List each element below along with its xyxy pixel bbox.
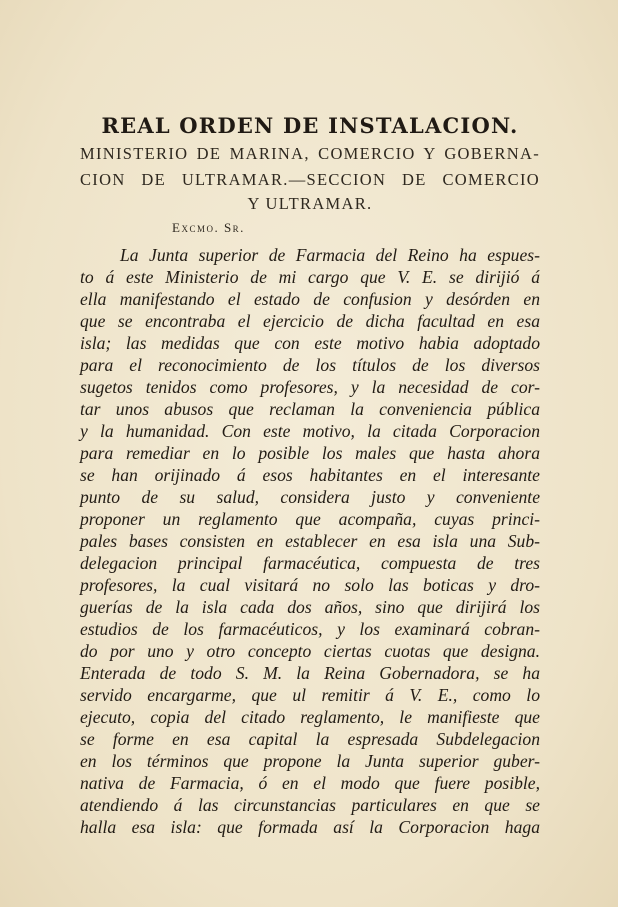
body-line: isla; las medidas que con este motivo habia adoptado [80,333,540,353]
body-line: para remediar en lo posible los males que hasta ahora [80,443,540,463]
body-line: que se encontraba el ejercicio de dicha facultad en esa [80,311,540,331]
salutation: Excmo. Sr. [172,220,245,235]
heading-line: CION DE ULTRAMAR.—SECCION DE COMERCIO [80,170,540,189]
body-line: do por uno y otro concepto ciertas cuotas que designa. [80,641,540,661]
body-line: punto de su salud, considera justo y conveniente [80,487,540,507]
body-line: delegacion principal farmacéutica, compuesta de tres [80,553,540,573]
body-line: to á este Ministerio de mi cargo que V. E. se dirijió á [80,267,540,287]
body-line: atendiendo á las circunstancias particulares en que se [80,795,540,815]
body-line: y la humanidad. Con este motivo, la citada Corporacion [80,421,540,441]
body-line: Enterada de todo S. M. la Reina Gobernadora, se ha [80,663,540,683]
body-line: halla esa isla: que formada así la Corporacion haga [80,817,540,837]
body-line: nativa de Farmacia, ó en el modo que fuere posible, [80,773,540,793]
body-line: en los términos que propone la Junta superior guber- [80,751,540,771]
heading-line: Y ULTRAMAR. [247,194,373,213]
body-line: para el reconocimiento de los títulos de los diversos [80,355,540,375]
document-title: REAL ORDEN DE INSTALACION. [101,113,519,138]
body-line: se han orijinado á esos habitantes en el interesante [80,465,540,485]
body-line: tar unos abusos que reclaman la conveniencia pública [80,399,540,419]
body-line: servido encargarme, que ul remitir á V. E., como lo [80,685,540,705]
body-line: se forme en esa capital la espresada Subdelegacion [80,729,540,749]
body-line: sugetos tenidos como profesores, y la necesidad de cor- [80,377,540,397]
body-line: profesores, la cual visitará no solo las boticas y dro- [80,575,540,595]
body-line: estudios de los farmacéuticos, y los examinará cobran- [80,619,540,639]
body-line: ella manifestando el estado de confusion y desórden en [80,289,540,309]
body-line: guerías de la isla cada dos años, sino que dirijirá los [80,597,540,617]
body-line: ejecuto, copia del citado reglamento, le manifieste que [80,707,540,727]
body-line: La Junta superior de Farmacia del Reino ha espues- [120,245,540,265]
body-line: pales bases consisten en establecer en esa isla una Sub- [80,531,540,551]
heading-line: MINISTERIO DE MARINA, COMERCIO Y GOBERNA- [80,144,540,163]
body-line: proponer un reglamento que acompaña, cuyas princi- [80,509,540,529]
